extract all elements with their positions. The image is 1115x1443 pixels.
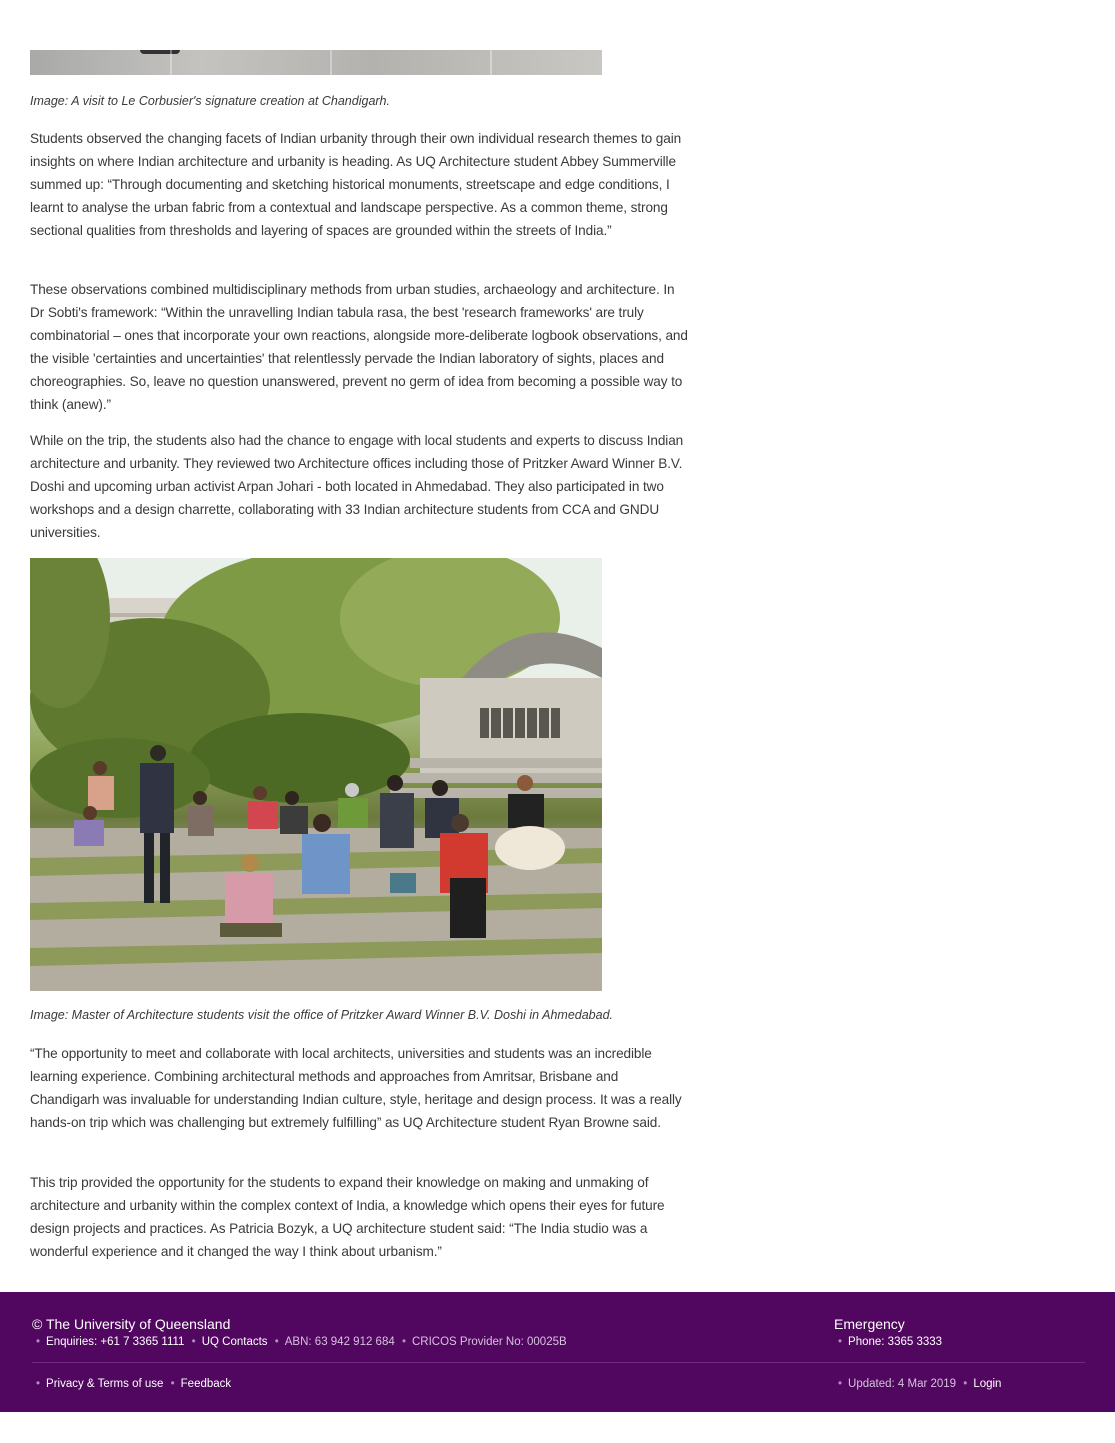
bullet: • — [170, 1378, 175, 1390]
footer-links-row — [32, 1378, 231, 1390]
bullet: • — [963, 1378, 968, 1390]
footer-divider — [32, 1362, 1085, 1363]
privacy-terms-link[interactable]: Privacy & Terms of use — [46, 1378, 164, 1390]
students-courtyard-photo — [30, 558, 602, 991]
bullet: • — [838, 1378, 843, 1390]
paragraph-5: This trip provided the opportunity for the students to expand their knowledge on making and unmaking of architecture and urbanity within the complex context of India, a knowledge which opens their eyes for future design projects and practices. As Patricia Bozyk, a UQ architecture student said: “The India studio was a wonderful experience and it changed the way I think about urbanism.” — [30, 1175, 665, 1259]
emergency-title: Emergency — [834, 1316, 905, 1332]
top-photo-caption: Image: A visit to Le Corbusier's signature creation at Chandigarh. — [30, 94, 390, 108]
uq-contacts-link[interactable]: UQ Contacts — [201, 1336, 268, 1348]
emergency-phone-link[interactable]: Phone: 3365 3333 — [848, 1336, 943, 1348]
bullet: • — [274, 1336, 279, 1348]
copyright: © The University of Queensland — [32, 1316, 231, 1332]
updated-text: Updated: 4 Mar 2019 — [848, 1378, 957, 1390]
paragraph-1: Students observed the changing facets of Indian urbanity through their own individual research themes to gain insights on where Indian architecture and urbanity is heading. As UQ Architecture student Abbey Summerville summed up: “Through documenting and sketching historical monuments, streetscape and edge conditions, I learnt to analyse the urban fabric from a contextual and landscape perspective. As a common theme, strong sectional qualities from thresholds and layering of spaces are grounded within the streets of India.” — [30, 131, 682, 238]
photo-caption: Image: Master of Architecture students visit the office of Pritzker Award Winner B.V. Doshi in Ahmedabad. — [30, 1008, 614, 1022]
footer-meta-row — [834, 1378, 1001, 1390]
bullet: • — [401, 1336, 406, 1348]
footer-contact-row — [32, 1336, 567, 1348]
paragraph-3: While on the trip, the students also had the chance to engage with local students and experts to discuss Indian architecture and urbanity. They reviewed two Architecture offices including those of Pritzker Award Winner B.V. Doshi and upcoming urban activist Arpan Johari - both located in Ahmedabad. They also participated in two workshops and a design charrette, collaborating with 33 Indian architecture students from CCA and GNDU universities. — [30, 433, 684, 540]
login-link[interactable]: Login — [973, 1378, 1002, 1390]
feedback-link[interactable]: Feedback — [180, 1378, 232, 1390]
emergency-row — [834, 1336, 942, 1348]
cricos-text: CRICOS Provider No: 00025B — [411, 1336, 567, 1348]
top-photo — [30, 50, 602, 75]
site-footer — [0, 1292, 1115, 1412]
bullet: • — [191, 1336, 196, 1348]
bullet: • — [36, 1378, 41, 1390]
paragraph-4: “The opportunity to meet and collaborate with local architects, universities and students was an incredible learning experience. Combining architectural methods and approaches from Amritsar, Brisbane and Chandigarh was invaluable for understanding Indian culture, style, heritage and design process. It was a really hands-on trip which was challenging but extremely fulfilling” as UQ Architecture student Ryan Browne said. — [30, 1046, 682, 1130]
bullet: • — [838, 1336, 843, 1348]
abn-text: ABN: 63 942 912 684 — [284, 1336, 395, 1348]
enquiries-link[interactable]: Enquiries: +61 7 3365 1111 — [46, 1336, 185, 1348]
paragraph-2: These observations combined multidisciplinary methods from urban studies, archaeology and architecture. In Dr Sobti's framework: “Within the unravelling Indian tabula rasa, the best 'research frameworks' are truly combinatorial – ones that incorporate your own reactions, alongside more-deliberate logbook observations, and the visible 'certainties and uncertainties' that relentlessly pervade the Indian laboratory of sights, places and choreographies. So, leave no question unanswered, prevent no germ of idea from becoming a possible way to think (anew).” — [30, 282, 688, 412]
bullet: • — [36, 1336, 41, 1348]
